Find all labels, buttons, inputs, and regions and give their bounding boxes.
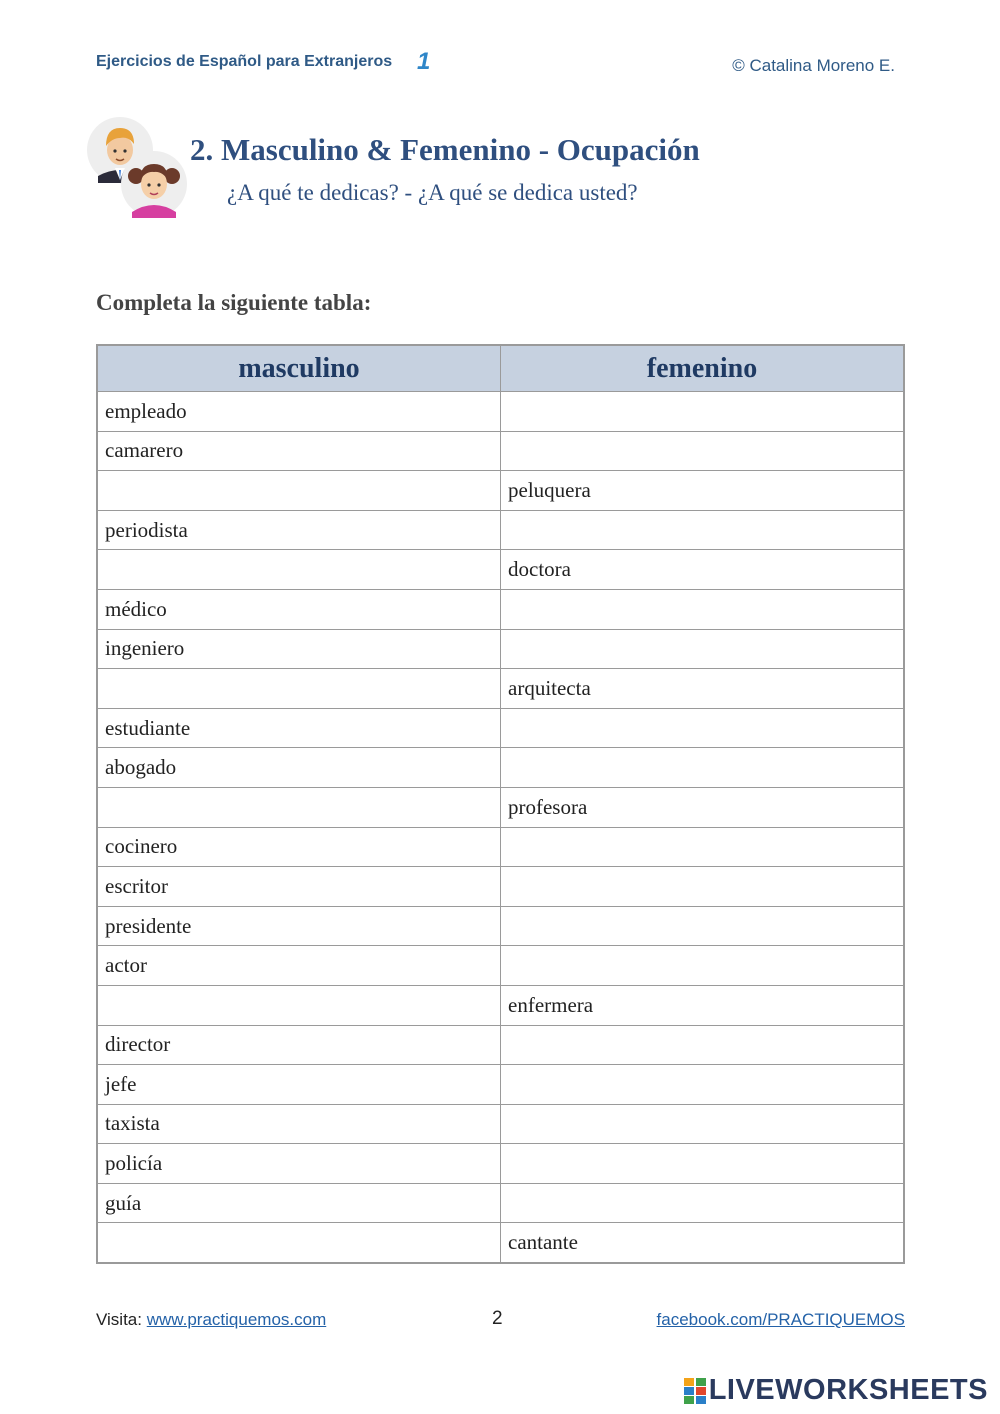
feminine-cell[interactable] — [501, 1144, 905, 1184]
masculine-cell: ingeniero — [97, 629, 501, 669]
masculine-cell: presidente — [97, 906, 501, 946]
liveworksheets-watermark — [684, 1374, 988, 1407]
lesson-subtitle: ¿A qué te dedicas? - ¿A qué se dedica usted? — [227, 180, 638, 205]
table-row — [97, 629, 904, 669]
man-woman-avatar-icon — [84, 114, 194, 224]
feminine-cell[interactable] — [501, 510, 905, 550]
table-row — [97, 906, 904, 946]
masculine-cell: médico — [97, 589, 501, 629]
masculine-cell: taxista — [97, 1104, 501, 1144]
feminine-cell[interactable] — [501, 708, 905, 748]
feminine-cell: enfermera — [501, 985, 905, 1025]
table-row — [97, 1025, 904, 1065]
masculine-cell: camarero — [97, 431, 501, 471]
table-row — [97, 1065, 904, 1105]
masculine-cell[interactable] — [97, 787, 501, 827]
table-row — [97, 946, 904, 986]
website-link[interactable]: www.practiquemos.com — [146, 1310, 327, 1329]
masculine-cell: policía — [97, 1144, 501, 1184]
masculine-cell: actor — [97, 946, 501, 986]
header-volume-number: 1 — [417, 48, 431, 75]
lesson-title: 2. Masculino & Femenino - Ocupación — [190, 132, 700, 167]
table-row — [97, 867, 904, 907]
header-copyright: © Catalina Moreno E. — [732, 56, 895, 75]
feminine-cell: cantante — [501, 1223, 905, 1263]
feminine-cell[interactable] — [501, 1025, 905, 1065]
feminine-cell[interactable] — [501, 1065, 905, 1105]
table-row — [97, 589, 904, 629]
masculine-cell[interactable] — [97, 985, 501, 1025]
feminine-cell: arquitecta — [501, 669, 905, 709]
table-row — [97, 827, 904, 867]
liveworksheets-logo-icon — [684, 1378, 706, 1404]
table-header-row — [97, 345, 904, 392]
liveworksheets-wordmark: LIVEWORKSHEETS — [708, 1374, 988, 1406]
masculine-cell: periodista — [97, 510, 501, 550]
instruction-text: Completa la siguiente tabla: — [96, 290, 372, 315]
masculine-cell: jefe — [97, 1065, 501, 1105]
facebook-link[interactable]: facebook.com/PRACTIQUEMOS — [656, 1310, 905, 1329]
masculine-cell: director — [97, 1025, 501, 1065]
table-row — [97, 708, 904, 748]
table-row — [97, 1223, 904, 1263]
feminine-cell[interactable] — [501, 392, 905, 432]
table-row — [97, 669, 904, 709]
footer-visit-label: Visita: — [96, 1310, 142, 1329]
feminine-cell[interactable] — [501, 906, 905, 946]
feminine-cell[interactable] — [501, 1104, 905, 1144]
masculine-cell[interactable] — [97, 669, 501, 709]
masculine-cell[interactable] — [97, 550, 501, 590]
feminine-cell[interactable] — [501, 827, 905, 867]
masculine-cell: escritor — [97, 867, 501, 907]
column-header-masculine: masculino — [97, 345, 501, 392]
feminine-cell[interactable] — [501, 946, 905, 986]
table-row — [97, 787, 904, 827]
feminine-cell[interactable] — [501, 867, 905, 907]
feminine-cell[interactable] — [501, 748, 905, 788]
table-row — [97, 1183, 904, 1223]
table-row — [97, 471, 904, 511]
masculine-cell: cocinero — [97, 827, 501, 867]
table-row — [97, 550, 904, 590]
page-number: 2 — [492, 1308, 503, 1329]
feminine-cell: doctora — [501, 550, 905, 590]
masculine-cell[interactable] — [97, 1223, 501, 1263]
table-row — [97, 1144, 904, 1184]
masculine-cell[interactable] — [97, 471, 501, 511]
table-row — [97, 392, 904, 432]
footer-visit — [96, 1310, 326, 1330]
masculine-cell: guía — [97, 1183, 501, 1223]
masculine-cell: empleado — [97, 392, 501, 432]
feminine-cell: peluquera — [501, 471, 905, 511]
table-row — [97, 510, 904, 550]
table-row — [97, 748, 904, 788]
masculine-cell: abogado — [97, 748, 501, 788]
footer-facebook — [657, 1310, 905, 1330]
feminine-cell[interactable] — [501, 431, 905, 471]
table-row — [97, 431, 904, 471]
feminine-cell[interactable] — [501, 629, 905, 669]
occupations-table — [96, 344, 905, 1264]
table-row — [97, 1104, 904, 1144]
feminine-cell: profesora — [501, 787, 905, 827]
feminine-cell[interactable] — [501, 1183, 905, 1223]
column-header-feminine: femenino — [501, 345, 905, 392]
table-row — [97, 985, 904, 1025]
feminine-cell[interactable] — [501, 589, 905, 629]
masculine-cell: estudiante — [97, 708, 501, 748]
header-series-title: Ejercicios de Español para Extranjeros — [96, 53, 393, 70]
